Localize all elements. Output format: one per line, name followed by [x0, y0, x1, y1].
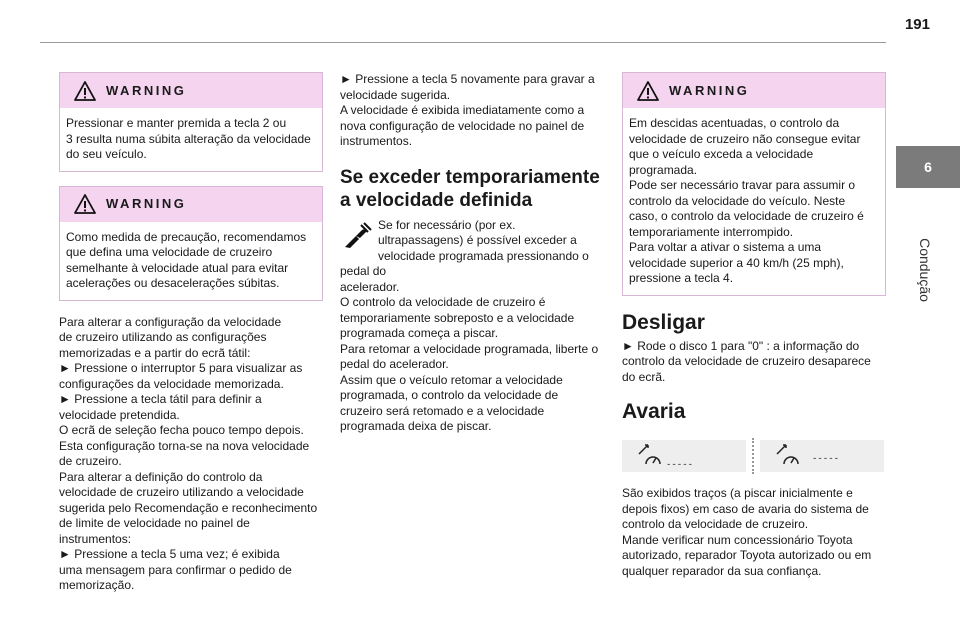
text-line: pedal do acelerador. — [340, 357, 449, 371]
text-line: O ecrã de seleção fecha pouco tempo depois. — [59, 423, 304, 437]
header-divider — [40, 42, 886, 43]
column-3 — [622, 72, 886, 579]
warning-line: velocidade de cruzeiro não consegue evitar — [629, 131, 861, 146]
text-line: temporariamente sobreposto e a velocidade — [340, 310, 575, 325]
page-number: 191 — [904, 16, 930, 33]
warning-title: WARNING — [106, 196, 187, 212]
warning-line: velocidade superior a 40 km/h (25 mph), — [629, 255, 844, 270]
text-line: depois fixos) em caso de avaria do sistema de — [622, 501, 869, 516]
fault-display-icons — [622, 438, 886, 474]
warning-box — [59, 72, 323, 172]
warning-line: que o veículo exceda a velocidade — [629, 147, 814, 161]
warning-line: acelerações ou desacelerações súbitas. — [66, 276, 280, 290]
text-line: cruzeiro será retomado e a velocidade — [340, 403, 545, 418]
text-line: memorização. — [59, 578, 135, 592]
warning-box — [59, 186, 323, 301]
text-line: O controlo da velocidade de cruzeiro é — [340, 295, 546, 309]
text-line: velocidade sugerida. — [340, 87, 451, 102]
text-line: Mande verificar num concessionário Toyota — [622, 532, 853, 547]
warning-line: programada. — [629, 162, 698, 177]
text-line: de cruzeiro. — [59, 454, 122, 468]
text-line: de cruzeiro utilizando as configurações — [59, 330, 267, 344]
warning-line: 3 resulta numa súbita alteração da velocidade — [66, 131, 311, 146]
text-line: Esta configuração torna-se na nova velocidade — [59, 438, 310, 453]
text-line: do ecrã. — [622, 369, 666, 384]
column-2 — [340, 72, 604, 435]
text-line: acelerador. — [340, 279, 400, 294]
chapter-tab[interactable]: 6 — [896, 146, 960, 188]
text-line: programada deixa de piscar. — [340, 419, 492, 433]
text-line: instrumentos. — [340, 134, 413, 148]
warning-line: caso, o controlo da velocidade de cruzeiro é — [629, 209, 864, 223]
text-line: de limite de velocidade no painel de — [59, 516, 250, 530]
svg-text:-----: ----- — [666, 460, 694, 470]
fault-display-fixed — [760, 440, 884, 472]
text-line: Para alterar a definição do controlo da — [59, 469, 263, 484]
text-line: uma mensagem para confirmar o pedido de — [59, 562, 292, 577]
text-line: ► Pressione o interruptor 5 para visualizar as — [59, 361, 303, 375]
warning-line: Pressionar e manter premida a tecla 2 ou — [66, 116, 287, 130]
text-line: instrumentos: — [59, 531, 132, 546]
text-line: controlo da velocidade de cruzeiro. — [622, 517, 809, 531]
text-line: ► Rode o disco 1 para "0" : a informação do — [622, 338, 860, 353]
text-line: sugerida pelo Recomendação e reconhecimento — [59, 500, 318, 515]
text-line: controlo da velocidade de cruzeiro desaparece — [622, 354, 871, 368]
warning-title: WARNING — [106, 82, 187, 98]
text-line: nova configuração de velocidade no painel de — [340, 118, 585, 133]
warning-line: do seu veículo. — [66, 147, 147, 161]
warning-line: Como medida de precaução, recomendamos — [66, 229, 307, 244]
text-line: A velocidade é exibida imediatamente como a — [340, 103, 585, 117]
section-heading-desligar: Desligar — [622, 310, 705, 334]
text-line: memorizadas e a partir do ecrã tátil: — [59, 345, 251, 360]
foot-pedal-icon — [342, 222, 372, 250]
text-line: ► Pressione a tecla tátil para definir a — [59, 392, 262, 406]
icon-separator — [752, 438, 754, 474]
text-line: velocidade programada pressionando o pedal do — [340, 248, 589, 278]
warning-title: WARNING — [669, 82, 750, 98]
text-line: ultrapassagens) é possível exceder a — [378, 233, 577, 247]
text-line: autorizado, reparador Toyota autorizado ou em — [622, 548, 872, 562]
warning-line: que defina uma velocidade de cruzeiro — [66, 245, 273, 259]
warning-line: Pode ser necessário travar para assumir o — [629, 178, 856, 192]
text-line: programada, o controlo da velocidade de — [340, 388, 559, 402]
chapter-label: Condução — [917, 238, 933, 302]
text-line: programada começa a piscar. — [340, 326, 499, 340]
fault-display-flashing — [622, 440, 746, 472]
text-line: Assim que o veículo retomar a velocidade — [340, 372, 563, 387]
warning-triangle-icon — [74, 194, 96, 214]
text-line: Se for necessário (por ex. — [378, 217, 516, 232]
warning-line: semelhante à velocidade atual para evitar — [66, 260, 289, 275]
text-line: velocidade pretendida. — [59, 407, 180, 422]
text-line: velocidade de cruzeiro utilizando a velocidade — [59, 485, 304, 499]
warning-line: temporariamente interrompido. — [629, 224, 794, 239]
body-text — [59, 315, 323, 594]
text-line: qualquer reparador da sua confiança. — [622, 563, 822, 578]
text-line: São exibidos traços (a piscar inicialmente e — [622, 486, 853, 500]
column-1 — [59, 72, 323, 594]
text-line: Para alterar a configuração da velocidade — [59, 314, 282, 329]
text-line: ► Pressione a tecla 5 novamente para gravar a — [340, 72, 595, 86]
warning-box — [622, 72, 886, 296]
section-heading-avaria: Avaria — [622, 400, 686, 423]
cruise-control-icon — [634, 442, 734, 470]
text-line: ► Pressione a tecla 5 uma vez; é exibida — [59, 547, 280, 561]
text-line: configurações da velocidade memorizada. — [59, 376, 284, 391]
intro-block — [340, 218, 604, 249]
cruise-control-icon — [772, 442, 872, 470]
warning-triangle-icon — [74, 81, 96, 101]
warning-line: controlo da velocidade do veículo. Neste — [629, 193, 846, 208]
warning-line: Para voltar a ativar o sistema a uma — [629, 240, 822, 254]
warning-line: pressione a tecla 4. — [629, 271, 734, 285]
section-heading: Se exceder temporariamente a velocidade definida — [340, 166, 600, 211]
warning-triangle-icon — [637, 81, 659, 101]
text-line: Para retomar a velocidade programada, liberte o — [340, 341, 599, 356]
svg-text:-----: ----- — [812, 454, 840, 464]
warning-line: Em descidas acentuadas, o controlo da — [629, 116, 840, 130]
